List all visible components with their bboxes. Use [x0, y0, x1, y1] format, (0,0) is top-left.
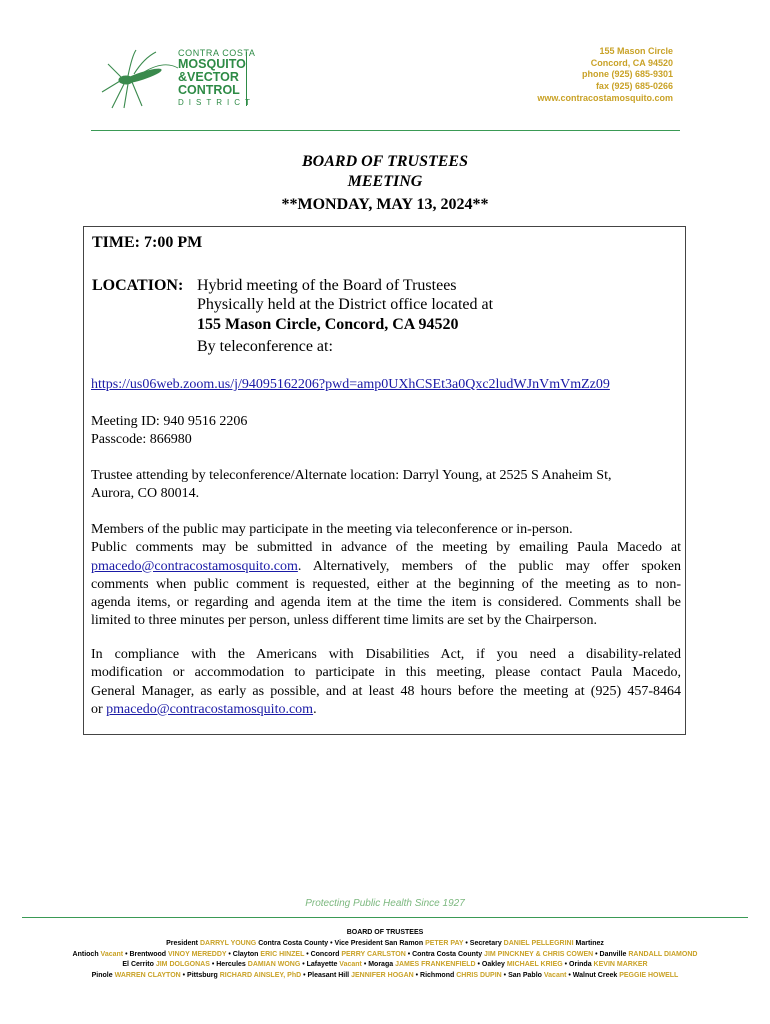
trustee-area: • Pleasant Hill: [301, 972, 352, 980]
trustee-name: KEVIN MARKER: [593, 961, 648, 969]
trustee-area: • Walnut Creek: [566, 972, 620, 980]
meeting-id: Meeting ID: 940 9516 2206: [91, 414, 248, 429]
logo-line-3: &VECTOR: [178, 70, 239, 84]
trustee-area: • San Pablo: [501, 972, 544, 980]
ada-line-4-pre: or: [91, 701, 103, 717]
location-line-1: Hybrid meeting of the Board of Trustees: [197, 277, 457, 294]
title-line-3: **MONDAY, MAY 13, 2024**: [281, 196, 489, 213]
trustee-area: Contra Costa County • Vice President San Ramon: [256, 939, 426, 947]
zoom-link[interactable]: https://us06web.zoom.us/j/94095162206?pwd=amp0UXhCSEt3a0Qxc2ludWJnVmVmZz09: [91, 377, 610, 392]
public-line-5: agenda items, or regarding and agenda item at the time the item is considered. Comments shall be: [91, 595, 681, 611]
passcode: Passcode: 866980: [91, 432, 192, 447]
logo-line-5: DISTRICT: [178, 98, 255, 107]
trustee-area: • Clayton: [226, 950, 261, 958]
address-website: www.contracostamosquito.com: [537, 92, 673, 103]
trustee-area: • Orinda: [562, 961, 594, 969]
address-street: 155 Mason Circle: [599, 46, 673, 56]
trustee-name: CHRIS DUPIN: [456, 972, 502, 980]
trustee-name: DAMIAN WONG: [247, 961, 301, 969]
footer-rule: [22, 917, 748, 918]
footer-member-row: [0, 939, 770, 950]
trustee-name: PERRY CARLSTON: [341, 950, 406, 958]
trustee-area: Martinez: [573, 939, 604, 947]
ada-line-4-post: .: [313, 701, 317, 717]
trustee-name: Vacant: [543, 972, 567, 980]
logo-line-4: CONTROL: [178, 83, 240, 97]
ada-line-2: modification or accommodation to participate in this meeting, please contact Paula Macedo,: [91, 665, 681, 681]
trustee-area: • Oakley: [475, 961, 507, 969]
public-comment-paragraph: [91, 521, 681, 631]
footer-heading: BOARD OF TRUSTEES: [346, 929, 424, 936]
title-line-1: BOARD OF TRUSTEES: [302, 153, 468, 170]
trustee-name: VINOY MEREDDY: [167, 950, 227, 958]
public-line-4: comments when public comment is requested, either at the beginning of the meeting as to non-: [91, 576, 681, 592]
trustee-area: • Brentwood: [123, 950, 168, 958]
trustee-area: • Concord: [304, 950, 342, 958]
ada-line-1: In compliance with the Americans with Disabilities Act, if you need a disability-related: [91, 647, 681, 662]
logo-line-1: CONTRA COSTA: [178, 48, 256, 58]
footer-member-row: [0, 950, 770, 961]
trustee-name: RANDALL DIAMOND: [628, 950, 698, 958]
trustee-name: ERIC HINZEL: [260, 950, 305, 958]
trustee-name: JIM DOLGONAS: [155, 961, 210, 969]
trustee-name: Vacant: [100, 950, 124, 958]
ada-email-link[interactable]: pmacedo@contracostamosquito.com: [106, 701, 314, 717]
trustee-name: PETER PAY: [425, 939, 464, 947]
trustee-area: • Danville: [593, 950, 629, 958]
trustee-name: PEGGIE HOWELL: [619, 972, 679, 980]
page-title: [0, 152, 770, 215]
location-line-2: Physically held at the District office located at: [197, 296, 494, 313]
trustee-name: DARRYL YOUNG: [199, 939, 257, 947]
trustee-name: MICHAEL KRIEG: [506, 961, 563, 969]
trustee-area: Antioch: [72, 950, 101, 958]
public-line-2: Public comments may be submitted in advance of the meeting by emailing Paula Macedo at: [91, 540, 681, 556]
trustee-name: WARREN CLAYTON: [114, 972, 181, 980]
trustee-name: JENNIFER HOGAN: [351, 972, 414, 980]
ada-paragraph: [91, 646, 681, 719]
trustee-area: • Hercules: [209, 961, 248, 969]
ada-line-3: General Manager, as early as possible, and at least 48 hours before the meeting at (925) 457-8464: [91, 683, 681, 699]
trustee-name: JIM PINCKNEY & CHRIS COWEN: [484, 950, 594, 958]
footer-motto: Protecting Public Health Since 1927: [305, 898, 465, 909]
trustee-area: El Cerrito: [122, 961, 156, 969]
trustee-area: • Secretary: [463, 939, 504, 947]
trustee-name: RICHARD AINSLEY, PhD: [219, 972, 302, 980]
ada-line-4: [91, 701, 681, 719]
trustee-area: • Richmond: [413, 972, 457, 980]
location-label: LOCATION:: [92, 277, 184, 294]
district-address: [537, 46, 673, 105]
footer-member-row: [0, 971, 770, 982]
address-city: Concord, CA 94520: [590, 57, 673, 68]
trustee-area: President: [166, 939, 200, 947]
logo-line-2: MOSQUITO: [178, 57, 246, 71]
public-line-3: [91, 558, 681, 576]
address-fax: fax (925) 685-0266: [595, 81, 673, 92]
public-email-link[interactable]: pmacedo@contracostamosquito.com: [91, 558, 298, 574]
address-phone: phone (925) 685-9301: [581, 69, 673, 80]
trustee-area: • Contra Costa County: [405, 950, 485, 958]
public-line-6: limited to three minutes per person, unless different time limits are set by the Chairperson.: [91, 613, 597, 629]
trustee-area: • Moraga: [361, 961, 396, 969]
trustee-name: Vacant: [339, 961, 362, 969]
trustee-area: Pinole: [91, 972, 115, 980]
trustee-line-1: Trustee attending by teleconference/Alternate location: Darryl Young, at 2525 S Anaheim St,: [91, 468, 612, 483]
meeting-time: TIME: 7:00 PM: [92, 234, 203, 251]
location-line-4: By teleconference at:: [197, 338, 333, 355]
location-line-3: 155 Mason Circle, Concord, CA 94520: [197, 316, 459, 333]
trustee-line-2: Aurora, CO 80014.: [91, 486, 200, 501]
trustee-name: JAMES FRANKENFIELD: [395, 961, 476, 969]
board-of-trustees-footer: [0, 928, 770, 982]
public-line-3-rest: . Alternatively, members of the public may offer spoken: [297, 558, 681, 574]
footer-member-row: [0, 960, 770, 971]
trustee-name: DANIEL PELLEGRINI: [503, 939, 574, 947]
trustee-area: • Lafayette: [300, 961, 340, 969]
footer-members: [0, 939, 770, 982]
title-line-2: MEETING: [347, 173, 423, 190]
public-line-1: Members of the public may participate in the meeting via teleconference or in-person.: [91, 522, 573, 537]
district-logo-text: [178, 49, 256, 107]
header-rule: [91, 130, 680, 131]
trustee-area: • Pittsburg: [180, 972, 220, 980]
